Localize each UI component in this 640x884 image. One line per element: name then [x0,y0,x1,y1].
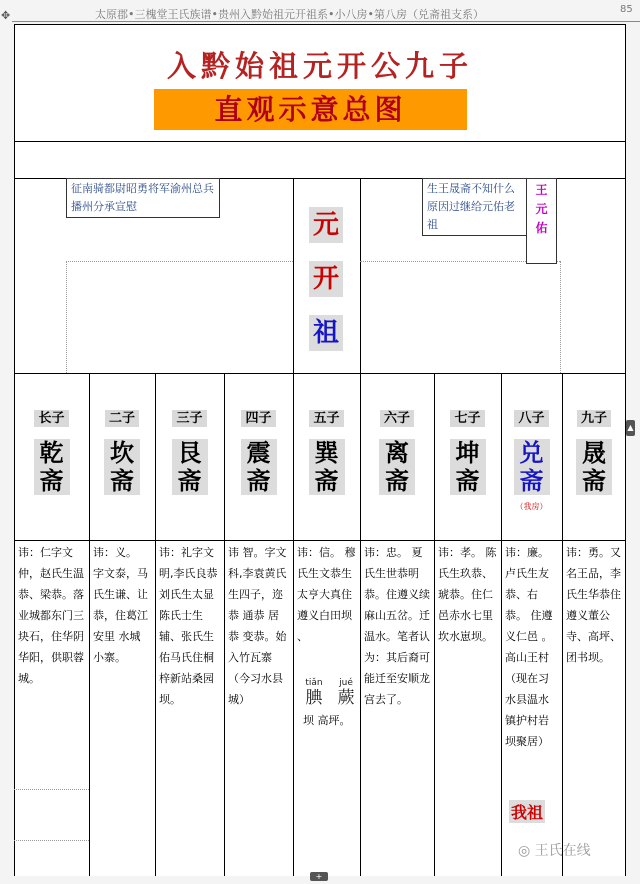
son-name [576,439,612,495]
ruby-hanzi: 蕨 [337,688,355,708]
son-name [34,439,70,495]
son-description: 讳：信。 穆氏生文恭生太亨大真住遵义白田坝 、 [297,546,356,643]
son-name-char: 斋 [39,466,64,495]
note-right: 生王晟斋不知什么原因过继给元佑老祖 [422,178,530,236]
son-name-char: 震 [246,438,271,467]
son-card [367,407,427,495]
ruby-pinyin: jué [339,678,353,688]
guide-line [560,261,561,373]
son-name-char: 乾 [39,438,64,467]
son-name-char: 离 [385,438,409,467]
ancestor-char: 开 [309,261,343,297]
expand-handle-icon[interactable]: + [310,872,328,881]
son-label: 二子 [105,410,139,427]
son-description: 讳：忠。 夏氏生世恭明恭。住遵义续麻山五岔。迁温水。笔者认为：其后裔可能迁至安顺龙宫去了。 [364,546,430,706]
son-description: 讳：廉。 卢氏生友恭、右恭。 住遵义仁邑 。高山王村（现在习水县温水镇护村岩坝聚居） [505,546,553,748]
table-border-top [14,24,626,25]
son-name-char: 晟 [582,438,606,467]
yuanyou-char: 王 [535,183,548,197]
son-description: 讳：礼字文明,李氏良恭刘氏生太显陈氏士生辅、张氏生佑马氏住桐梓新站桑园坝。 [159,546,218,706]
son-name [379,439,415,495]
column-divider [562,373,563,876]
son-description: 讳：义。 字文泰，马氏生谦、让恭，住葛江安里 水城小寨。 [93,546,148,664]
note-yuanyou [526,178,557,264]
ancestor-char: 元 [309,207,343,243]
son-card [22,407,82,495]
column-divider [434,373,435,876]
son-name-char: 巽 [314,438,339,467]
resize-handle-icon[interactable]: ▲ [626,420,635,436]
son-name-char: 斋 [582,466,606,495]
chat-bubble-icon: ◎ [518,843,535,859]
guide-line [66,261,293,262]
son-name [172,439,208,495]
son-name-char: 斋 [519,466,544,495]
ancestor-char: 祖 [309,315,343,351]
guide-line [14,840,89,841]
page-number: 85 [620,4,633,15]
son-tag: （我房） [515,502,548,511]
yuanyou-char: 元 [535,202,548,216]
son-label: 五子 [309,410,343,427]
guide-line [14,789,89,790]
table-border-right [625,24,626,876]
son-card [229,407,289,495]
son-card [438,407,498,495]
son-card [92,407,152,495]
ruby-hanzi: 腆 [305,688,323,708]
son-description: 讳：仁字文仲，赵氏生温恭、梁恭。落业城都东门三块石，住华阴华阳，供职蓉城。 [18,546,84,685]
header-rule [12,21,640,22]
son-label: 九子 [577,410,611,427]
page-title: 入黔始祖元开公九子 [166,49,473,83]
center-column-right [360,178,361,373]
sons-row-bottom [14,540,626,541]
son-name-char: 兑 [519,438,544,467]
son-name [450,439,486,495]
son-name-char: 斋 [177,466,202,495]
column-divider [155,373,156,876]
watermark-text: 王氏在线 [534,843,591,859]
son-name-char: 斋 [314,466,339,495]
guide-line [66,261,67,373]
column-divider [224,373,225,876]
page-subtitle: 直观示意总图 [154,89,467,130]
column-divider [360,373,361,876]
row-divider-1 [14,141,626,142]
son-name-char: 坤 [455,438,480,467]
ruby-char [301,678,327,708]
son5-tail: 坝 高坪。 [303,714,351,727]
son-name-char: 斋 [246,466,271,495]
son-name-char: 坎 [110,438,134,467]
son-name [241,439,277,495]
column-divider [293,373,294,876]
yuanyou-char: 佑 [535,221,548,235]
table-border-left [14,24,15,876]
son-name [104,439,140,495]
watermark [518,840,591,860]
son-card [297,407,357,495]
son-name [514,439,550,495]
son-description: 讳：孝。 陈氏生玖恭、琥恭。住仁邑赤水七里坎水崽坝。 [438,546,497,643]
my-ancestor-label: 我祖 [509,800,545,823]
note-left: 征南骑都尉昭勇将军渝州总兵播州分承宣慰 [66,178,220,218]
column-divider [89,373,90,876]
son-label: 六子 [380,410,414,427]
son-card [564,407,624,495]
ruby-char [333,678,359,708]
son-name-char: 斋 [110,466,134,495]
son-name-char: 艮 [177,438,202,467]
son-name [309,439,345,495]
son-label: 四子 [241,410,275,427]
document-page [14,24,626,876]
page-header [0,0,640,24]
son-card [160,407,220,495]
son-label: 七子 [450,410,484,427]
son-description: 讳 智。字文科,李袁黄氏生四子，迩恭 通恭 居恭 变恭。始入竹瓦寨（今习水县城） [228,546,287,706]
son-description: 讳：勇。又名王品，李氏生华恭住遵义董公寺、高坪、团书坝。 [566,546,621,664]
son-label: 三子 [172,410,206,427]
son-label: 八子 [514,410,548,427]
sons-row-top [14,373,626,374]
move-handle-icon[interactable]: ✥ [1,9,11,22]
header-text: 太原郡•三槐堂王氏族谱•贵州入黔始祖元开祖系•小八房•第八房（兑斋祖支系） [95,8,484,21]
son-name-char: 斋 [385,466,409,495]
son-label: 长子 [34,410,68,427]
center-column-left [293,178,294,373]
son-card [502,407,562,512]
ruby-pinyin: tiǎn [305,678,323,688]
son-name-char: 斋 [455,466,480,495]
